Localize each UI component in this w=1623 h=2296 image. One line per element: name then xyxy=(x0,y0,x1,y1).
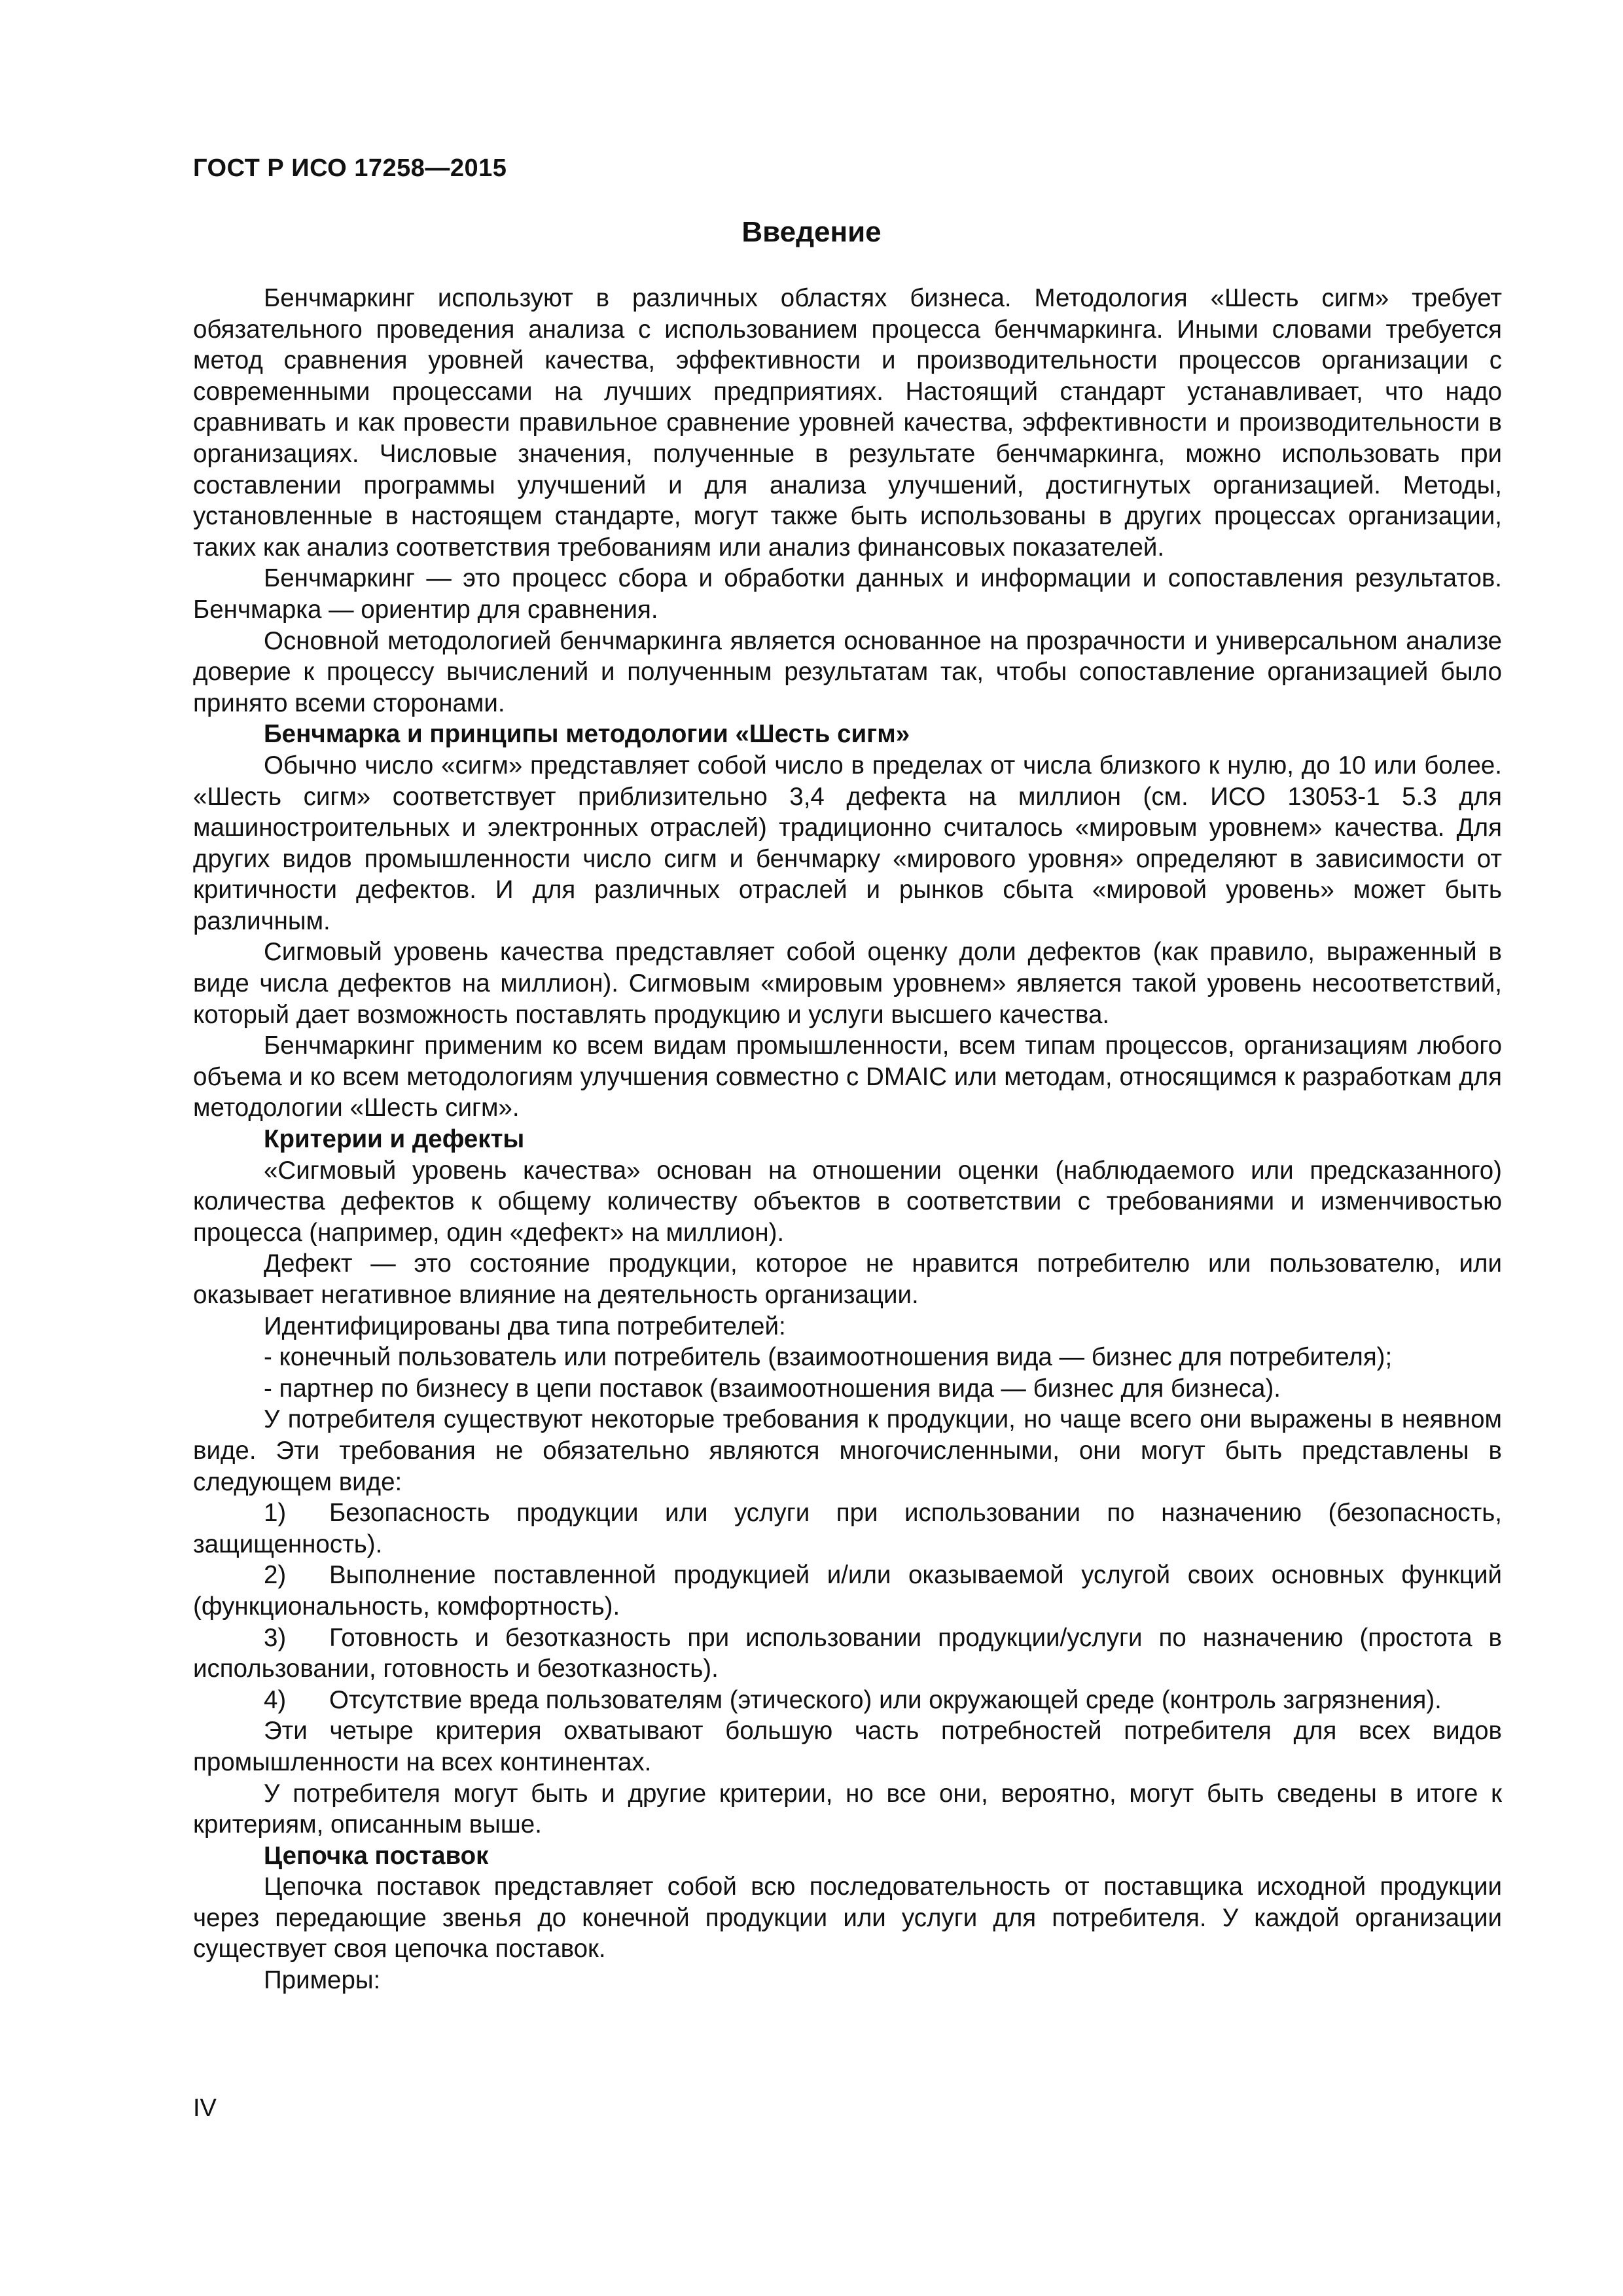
document-body xyxy=(193,283,1502,1996)
subheading: Критерии и дефекты xyxy=(264,1125,525,1154)
page-number: IV xyxy=(193,2094,217,2122)
paragraph: Примеры: xyxy=(264,1966,381,1995)
paragraph: У потребителя могут быть и другие критерии, но все они, вероятно, могут быть сведены в итоге к критериям, описанным выше. xyxy=(193,1779,1502,1839)
paragraph: Идентифицированы два типа потребителей: xyxy=(264,1312,786,1340)
numbered-item xyxy=(193,1623,1502,1685)
paragraph: Цепочка поставок представляет собой всю последовательность от поставщика исходной продукции через передающие звенья до конечной продукции или услуги для потребителя. У каждой организации существует своя цепочка поставок. xyxy=(193,1873,1502,1964)
paragraph: «Сигмовый уровень качества» основан на отношении оценки (наблюдаемого или предсказанного) количества дефектов к общему количеству объектов в соответствии с требованиями и изменчивостью процесса (например, один «дефект» на миллион). xyxy=(193,1156,1502,1247)
item-text: Безопасность продукции или услуги при использовании по назначению (безопасность, защищенность). xyxy=(193,1499,1502,1558)
paragraph: У потребителя существуют некоторые требования к продукции, но чаще всего они выражены в неявном виде. Эти требования не обязательно являются многочисленными, они могут быть представлены в следующем виде: xyxy=(193,1405,1502,1496)
numbered-item xyxy=(193,1498,1502,1560)
item-text: Выполнение поставленной продукцией и/или оказываемой услугой своих основных функций (функциональность, комфортность). xyxy=(193,1561,1502,1621)
paragraph: Основной методологией бенчмаркинга является основанное на прозрачности и универсальном анализе доверие к процессу вычислений и полученным результатам так, чтобы сопоставление организацией было принято всеми сторонами. xyxy=(193,626,1502,717)
paragraph: Обычно число «сигм» представляет собой число в пределах от числа близкого к нулю, до 10 или более. «Шесть сигм» соответствует приблизительно 3,4 дефекта на миллион (см. ИСО 13053-1 5.3 для машиностроительных и электронных отраслей) традиционно считалось «мировым уровнем» качества. Для других видов промышленности число сигм и бенчмарку «мирового уровня» определяют в зависимости от критичности дефектов. И для различных отраслей и рынков сбыта «мировой уровень» может быть различным. xyxy=(193,751,1502,935)
standard-header: ГОСТ Р ИСО 17258—2015 xyxy=(193,154,507,182)
numbered-item xyxy=(193,1685,1502,1716)
paragraph: Эти четыре критерия охватывают большую часть потребностей потребителя для всех видов промышленности на всех континентах. xyxy=(193,1717,1502,1776)
paragraph: Бенчмаркинг используют в различных областях бизнеса. Методология «Шесть сигм» требует обязательного проведения анализа с использованием процесса бенчмаркинга. Иными словами требуется метод сравнения уровней качества, эффективности и производительности процессов организации с современными процессами на лучших предприятиях. Настоящий стандарт устанавливает, что надо сравнивать и как провести правильное сравнение уровней качества, эффективности и производительности в организациях. Числовые значения, полученные в результате бенчмаркинга, можно использовать при составлении программы улучшений и для анализа улучшений, достигнутых организацией. Методы, установленные в настоящем стандарте, могут также быть использованы в других процессах организации, таких как анализ соответствия требованиям или анализ финансовых показателей. xyxy=(193,284,1502,562)
subheading: Бенчмарка и принципы методологии «Шесть сигм» xyxy=(264,720,910,749)
item-number: 1) xyxy=(264,1499,287,1528)
item-number: 2) xyxy=(264,1561,287,1590)
numbered-item xyxy=(193,1560,1502,1622)
paragraph: Дефект — это состояние продукции, которое не нравится потребителю или пользователю, или оказывает негативное влияние на деятельность организации. xyxy=(193,1249,1502,1309)
paragraph: Сигмовый уровень качества представляет собой оценку доли дефектов (как правило, выраженный в виде числа дефектов на миллион). Сигмовым «мировым уровнем» является такой уровень несоответствий, который дает возможность поставлять продукцию и услуги высшего качества. xyxy=(193,938,1502,1029)
paragraph: Бенчмаркинг — это процесс сбора и обработки данных и информации и сопоставления результатов. Бенчмарка — ориентир для сравнения. xyxy=(193,564,1502,624)
item-number: 4) xyxy=(264,1685,287,1714)
item-text: Готовность и безотказность при использовании продукции/услуги по назначению (простота в использовании, готовность и безотказность). xyxy=(193,1623,1502,1683)
list-item: - партнер по бизнесу в цепи поставок (взаимоотношения вида — бизнес для бизнеса). xyxy=(264,1374,1281,1403)
paragraph: Бенчмаркинг применим ко всем видам промышленности, всем типам процессов, организациям любого объема и ко всем методологиям улучшения совместно с DMAIC или методам, относящимся к разработкам для методологии «Шесть сигм». xyxy=(193,1031,1502,1122)
section-title: Введение xyxy=(741,216,882,248)
subheading: Цепочка поставок xyxy=(264,1841,489,1870)
item-text: Отсутствие вреда пользователям (этического) или окружающей среде (контроль загрязнения). xyxy=(329,1685,1442,1714)
list-item: - конечный пользователь или потребитель (взаимоотношения вида — бизнес для потребителя); xyxy=(264,1343,1393,1372)
item-number: 3) xyxy=(264,1623,287,1652)
